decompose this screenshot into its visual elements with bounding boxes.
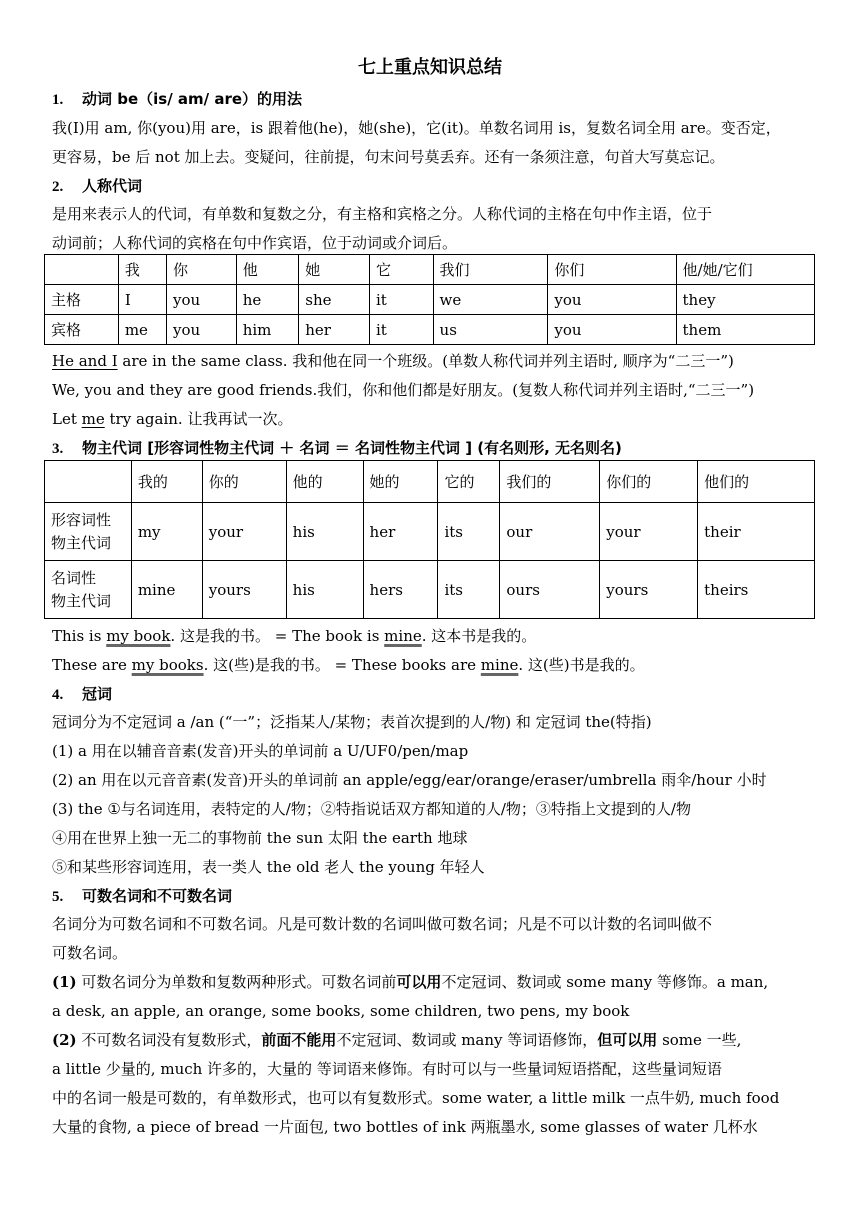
sentence-text: These are	[52, 656, 132, 674]
section-1-line: 更容易，be 后 not 加上去。变疑问，往前提，句末问号莫丢弃。还有一条须注意，句首大写莫忘记。	[52, 148, 725, 166]
table-cell: ours	[500, 561, 600, 619]
table-cell: I	[118, 285, 166, 315]
sentence-text: try again. 让我再试一次。	[104, 410, 293, 428]
uncountable-noun-line: 大量的食物, a piece of bread 一片面包, two bottles of ink 两瓶墨水, some glasses of water 几杯水	[52, 1118, 758, 1136]
table-cell: its	[438, 503, 500, 561]
table-cell: me	[118, 315, 166, 345]
section-4-line: (1) a 用在以辅音音素(发音)开头的单词前 a U/UF0/pen/map	[52, 742, 469, 760]
table-cell: her	[299, 315, 370, 345]
table-cell: 你的	[202, 461, 286, 503]
table-cell: 他	[236, 255, 299, 285]
paragraph-number: (2)	[52, 1031, 77, 1049]
row-header-line: 形容词性	[51, 510, 112, 529]
table-row	[45, 255, 815, 285]
underlined-text: mine	[480, 656, 519, 674]
table-cell	[45, 461, 132, 503]
table-cell: 你们的	[600, 461, 698, 503]
row-header-line: 名词性	[51, 568, 97, 587]
section-4-line: (3) the ①与名词连用，表特定的人/物；②特指说话双方都知道的人/物；③特指上文提到的人/物	[52, 800, 691, 818]
table-cell: it	[369, 315, 433, 345]
countable-noun-paragraph	[52, 972, 822, 992]
section-1-number: 1.	[52, 92, 64, 108]
section-2-line: 是用来表示人的代词，有单数和复数之分，有主格和宾格之分。人称代词的主格在句中作主语，位于	[52, 205, 713, 223]
page-title: 七上重点知识总结	[358, 57, 502, 78]
table-cell: 她的	[363, 461, 438, 503]
table-cell: 主格	[45, 285, 119, 315]
underlined-text: my book	[106, 627, 171, 645]
table-cell: 我	[118, 255, 166, 285]
table-cell: 我的	[131, 461, 202, 503]
table-cell: him	[236, 315, 299, 345]
section-4-line: ④用在世界上独一无二的事物前 the sun 太阳 the earth 地球	[52, 829, 468, 847]
table-cell: 我们	[433, 255, 548, 285]
section-3-heading	[52, 438, 822, 459]
table-cell: his	[286, 561, 363, 619]
section-5-heading	[52, 886, 822, 907]
table-cell: your	[600, 503, 698, 561]
table-cell: yours	[202, 561, 286, 619]
sentence-text: This is	[52, 627, 107, 645]
paragraph-number: (1)	[52, 973, 77, 991]
table-cell: its	[438, 561, 500, 619]
table-cell: your	[202, 503, 286, 561]
section-1-title: 动词 be（is/ am/ are）的用法	[82, 90, 303, 108]
table-cell: she	[299, 285, 370, 315]
personal-pronoun-table	[44, 254, 815, 345]
sentence-text: . 这本书是我的。	[421, 627, 537, 645]
table-cell: 她	[299, 255, 370, 285]
table-row	[45, 561, 815, 619]
underlined-text: He and I	[52, 352, 118, 370]
table-cell: you	[548, 315, 676, 345]
table-cell: theirs	[698, 561, 815, 619]
emphasis-text: 前面不能用	[261, 1031, 337, 1049]
example-sentence	[52, 655, 822, 675]
sentence-text: some 一些,	[657, 1031, 742, 1049]
section-4-heading	[52, 684, 822, 705]
section-5-line: 名词分为可数名词和不可数名词。凡是可数计数的名词叫做可数名词；凡是不可以计数的名词叫做不	[52, 915, 713, 933]
table-row	[45, 285, 815, 315]
sentence-text: . 这(些)书是我的。	[518, 656, 645, 674]
table-cell: 它	[369, 255, 433, 285]
table-row	[45, 461, 815, 503]
section-4-line: ⑤和某些形容词连用，表一类人 the old 老人 the young 年轻人	[52, 858, 485, 876]
section-4-number: 4.	[52, 687, 64, 703]
table-cell: we	[433, 285, 548, 315]
table-row	[45, 503, 815, 561]
row-header-line: 物主代词	[51, 591, 112, 610]
countable-noun-examples: a desk, an apple, an orange, some books, some children, two pens, my book	[52, 1002, 630, 1020]
table-cell: yours	[600, 561, 698, 619]
table-cell: 他的	[286, 461, 363, 503]
example-sentence: We, you and they are good friends.我们，你和他们都是好朋友。(复数人称代词并列主语时,“二三一”)	[52, 381, 755, 399]
table-cell: he	[236, 285, 299, 315]
table-cell: their	[698, 503, 815, 561]
table-cell: 他/她/它们	[676, 255, 814, 285]
section-2-line: 动词前；人称代词的宾格在句中作宾语，位于动词或介词后。	[52, 234, 458, 252]
table-cell: my	[131, 503, 202, 561]
section-1-line: 我(I)用 am, 你(you)用 are，is 跟着他(he)，她(she)，它(it)。单数名词用 is，复数名词全用 are。变否定，	[52, 119, 781, 137]
sentence-text: 不可数名词没有复数形式，	[76, 1031, 262, 1049]
section-5-line: 可数名词。	[52, 944, 128, 962]
table-cell: us	[433, 315, 548, 345]
table-cell: you	[167, 315, 237, 345]
row-header-line: 物主代词	[51, 533, 112, 552]
table-cell: 你们	[548, 255, 676, 285]
emphasis-text: 可以用	[396, 973, 442, 991]
sentence-text: . 这(些)是我的书。 = These books are	[203, 656, 481, 674]
table-cell: her	[363, 503, 438, 561]
section-2-title: 人称代词	[82, 177, 143, 195]
uncountable-noun-line: a little 少量的, much 许多的，大量的 等词语来修饰。有时可以与一些量词短语搭配，这些量词短语	[52, 1060, 722, 1078]
example-sentence	[52, 626, 822, 646]
emphasis-text: 但可以用	[597, 1031, 658, 1049]
uncountable-noun-line: 中的名词一般是可数的，有单数形式，也可以有复数形式。some water, a little milk 一点牛奶, much food	[52, 1089, 780, 1107]
underlined-text: mine	[384, 627, 422, 645]
section-4-title: 冠词	[82, 685, 113, 703]
table-row	[45, 315, 815, 345]
table-cell: them	[676, 315, 814, 345]
table-cell: 他们的	[698, 461, 815, 503]
section-3-title: 物主代词 [形容词性物主代词 ＋ 名词 ＝ 名词性物主代词 ] (有名则形, 无名则名)	[82, 439, 622, 457]
possessive-pronoun-table	[44, 460, 815, 619]
sentence-text: 不定冠词、数词或 some many 等修饰。a man,	[441, 973, 769, 991]
section-5-number: 5.	[52, 889, 64, 905]
table-cell: 你	[167, 255, 237, 285]
table-cell: you	[167, 285, 237, 315]
sentence-text: 不定冠词、数词或 many 等词语修饰，	[336, 1031, 598, 1049]
sentence-text: 可数名词分为单数和复数两种形式。可数名词前	[76, 973, 397, 991]
sentence-text: Let	[52, 410, 82, 428]
table-cell: they	[676, 285, 814, 315]
table-cell: 它的	[438, 461, 500, 503]
table-cell: 我们的	[500, 461, 600, 503]
sentence-text: . 这是我的书。 = The book is	[170, 627, 385, 645]
section-3-number: 3.	[52, 441, 64, 457]
sentence-text: are in the same class. 我和他在同一个班级。(单数人称代词并列主语时, 顺序为“二三一”)	[117, 352, 734, 370]
section-2-heading	[52, 176, 822, 197]
underlined-text: me	[81, 410, 105, 428]
table-cell: hers	[363, 561, 438, 619]
uncountable-noun-paragraph	[52, 1030, 822, 1050]
example-sentence	[52, 351, 822, 371]
section-4-line: (2) an 用在以元音音素(发音)开头的单词前 an apple/egg/ear/orange/eraser/umbrella 雨伞/hour 小时	[52, 771, 767, 789]
underlined-text: my books	[131, 656, 204, 674]
row-header-cell	[45, 561, 132, 619]
example-sentence	[52, 409, 822, 429]
table-cell: 宾格	[45, 315, 119, 345]
row-header-cell	[45, 503, 132, 561]
table-cell: his	[286, 503, 363, 561]
section-2-number: 2.	[52, 179, 64, 195]
section-5-title: 可数名词和不可数名词	[82, 887, 233, 905]
section-4-line: 冠词分为不定冠词 a /an (“一”；泛指某人/某物；表首次提到的人/物) 和 定冠词 the(特指)	[52, 713, 652, 731]
table-cell	[45, 255, 119, 285]
table-cell: our	[500, 503, 600, 561]
table-cell: you	[548, 285, 676, 315]
table-cell: mine	[131, 561, 202, 619]
section-1-heading	[52, 89, 822, 110]
table-cell: it	[369, 285, 433, 315]
